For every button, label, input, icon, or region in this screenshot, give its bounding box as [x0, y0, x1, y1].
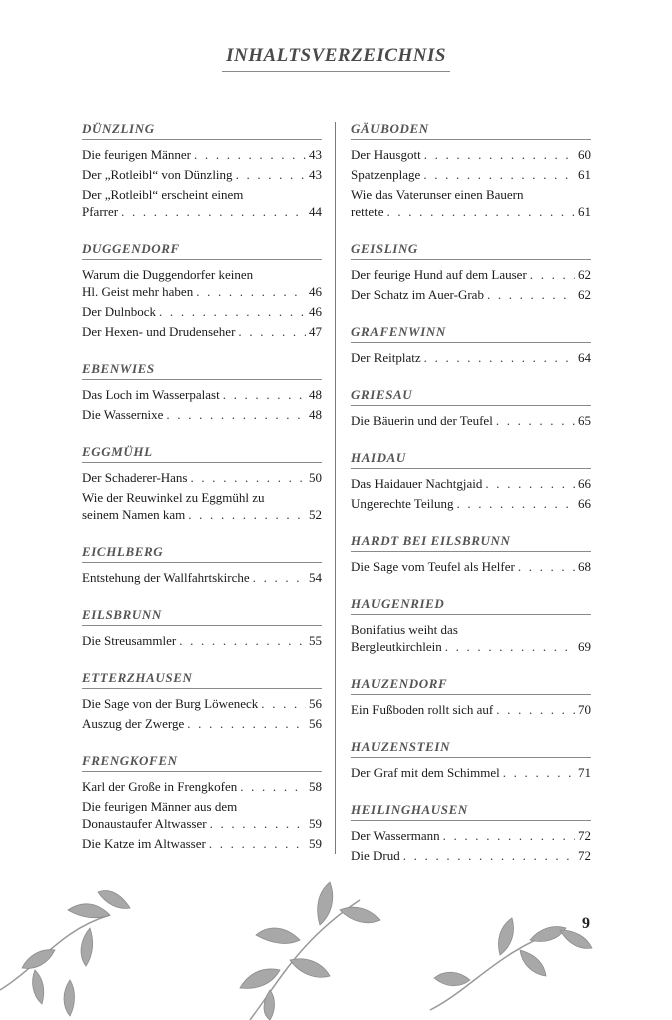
entry-title-line: Spatzenplage	[351, 167, 421, 182]
entry-page-number: 61	[578, 167, 591, 182]
dot-leader	[194, 146, 306, 163]
entry-title-line: Warum die Duggendorfer keinen	[82, 267, 254, 282]
entry-title-line: Der „Rotleibl“ erscheint einem	[82, 187, 244, 202]
section-title: HARDT BEI EILSBRUNN	[351, 532, 591, 552]
section-title: HAUZENDORF	[351, 675, 591, 695]
section-title: GÄUBODEN	[351, 120, 591, 140]
dot-leader	[187, 715, 306, 732]
toc-section-hauzenstein	[351, 738, 591, 781]
page-title	[0, 45, 672, 72]
entry-page-number: 66	[578, 496, 591, 511]
entry-title-line: Der Wassermann	[351, 828, 440, 843]
entry-page-number: 56	[309, 716, 322, 731]
section-title: HAUZENSTEIN	[351, 738, 591, 758]
dot-leader	[209, 835, 306, 852]
dot-leader	[261, 695, 306, 712]
entry-page-number: 69	[578, 639, 591, 654]
entry-page-number: 66	[578, 476, 591, 491]
entry-page-number: 55	[309, 633, 322, 648]
toc-section-hauzendorf	[351, 675, 591, 718]
toc-entry[interactable]	[351, 701, 591, 718]
column-divider	[335, 122, 336, 854]
entry-page-number: 65	[578, 413, 591, 428]
entry-title-line: Der Hausgott	[351, 147, 421, 162]
entry-page-number: 70	[578, 702, 591, 717]
toc-entry[interactable]	[351, 266, 591, 283]
dot-leader	[424, 349, 575, 366]
section-title: EGGMÜHL	[82, 443, 322, 463]
entry-page-number: 72	[578, 828, 591, 843]
toc-entry[interactable]	[351, 475, 591, 492]
dot-leader	[487, 286, 575, 303]
dot-leader	[236, 166, 306, 183]
dot-leader	[443, 827, 575, 844]
toc-entry[interactable]	[82, 266, 322, 300]
dot-leader	[518, 558, 575, 575]
dot-leader	[456, 495, 575, 512]
toc-entry[interactable]	[351, 186, 591, 220]
dot-leader	[238, 323, 306, 340]
toc-entry[interactable]	[82, 303, 322, 320]
toc-entry[interactable]	[351, 412, 591, 429]
toc-entry[interactable]	[82, 386, 322, 403]
entry-title-line: Der Hexen- und Drudenseher	[82, 324, 236, 339]
entry-title-line: Die Sage vom Teufel als Helfer	[351, 559, 515, 574]
entry-title-line: Hl. Geist mehr haben	[82, 284, 194, 299]
entry-page-number: 52	[309, 507, 322, 522]
toc-entry[interactable]	[82, 166, 322, 183]
toc-entry[interactable]	[351, 495, 591, 512]
toc-entry[interactable]	[82, 469, 322, 486]
entry-title-line: Ein Fußboden rollt sich auf	[351, 702, 494, 717]
dot-leader	[485, 475, 575, 492]
entry-title-line: Die Wassernixe	[82, 407, 164, 422]
entry-title-line: Karl der Große in Frengkofen	[82, 779, 238, 794]
entry-title-line: Der Schaderer-Hans	[82, 470, 188, 485]
entry-page-number: 43	[309, 147, 322, 162]
toc-section-eggmuehl	[82, 443, 322, 523]
entry-title-line: Donaustaufer Altwasser	[82, 816, 207, 831]
entry-page-number: 62	[578, 267, 591, 282]
entry-page-number: 56	[309, 696, 322, 711]
entry-title-line: seinem Namen kam	[82, 507, 186, 522]
toc-section-geisling	[351, 240, 591, 303]
section-title: GRAFENWINN	[351, 323, 591, 343]
dot-leader	[530, 266, 575, 283]
entry-title-line: Der Reitplatz	[351, 350, 421, 365]
dot-leader	[496, 412, 575, 429]
toc-entry[interactable]	[82, 186, 322, 220]
dot-leader	[179, 632, 306, 649]
toc-section-heilinghausen	[351, 801, 591, 864]
entry-page-number: 59	[309, 836, 322, 851]
entry-title-line: Der feurige Hund auf dem Lauser	[351, 267, 527, 282]
toc-entry[interactable]	[82, 715, 322, 732]
entry-page-number: 62	[578, 287, 591, 302]
toc-entry[interactable]	[82, 406, 322, 423]
toc-section-eichlberg	[82, 543, 322, 586]
toc-section-gaeuboden	[351, 120, 591, 220]
toc-right-column	[351, 120, 591, 884]
toc-entry[interactable]	[82, 632, 322, 649]
toc-section-grafenwinn	[351, 323, 591, 366]
toc-section-eilsbrunn	[82, 606, 322, 649]
toc-section-duggendorf	[82, 240, 322, 340]
entry-title-line: Pfarrer	[82, 204, 119, 219]
toc-section-frengkofen	[82, 752, 322, 852]
section-title: EILSBRUNN	[82, 606, 322, 626]
entry-page-number: 71	[578, 765, 591, 780]
section-title: DUGGENDORF	[82, 240, 322, 260]
page-number: 9	[582, 915, 590, 932]
section-title: DÜNZLING	[82, 120, 322, 140]
entry-page-number: 48	[309, 407, 322, 422]
entry-title-line: Wie der Reuwinkel zu Eggmühl zu	[82, 490, 265, 505]
entry-title-line: Der „Rotleibl“ von Dünzling	[82, 167, 233, 182]
entry-page-number: 58	[309, 779, 322, 794]
entry-title-line: Auszug der Zwerge	[82, 716, 185, 731]
entry-title-line: Wie das Vaterunser einen Bauern	[351, 187, 524, 202]
section-title: ETTERZHAUSEN	[82, 669, 322, 689]
entry-title-line: Die Katze im Altwasser	[82, 836, 206, 851]
section-title: EICHLBERG	[82, 543, 322, 563]
page-title-text: INHALTSVERZEICHNIS	[222, 45, 450, 72]
dot-leader	[503, 764, 575, 781]
entry-title-line: Der Schatz im Auer-Grab	[351, 287, 484, 302]
dot-leader	[496, 701, 575, 718]
section-title: EBENWIES	[82, 360, 322, 380]
entry-title-line: Die Sage von der Burg Löweneck	[82, 696, 259, 711]
toc-entry[interactable]	[82, 489, 322, 523]
toc-section-duenzling	[82, 120, 322, 220]
entry-title-line: Bonifatius weiht das	[351, 622, 458, 637]
toc-entry[interactable]	[82, 569, 322, 586]
dot-leader	[188, 506, 306, 523]
toc-entry[interactable]	[82, 778, 322, 795]
toc-entry[interactable]	[351, 286, 591, 303]
dot-leader	[159, 303, 306, 320]
entry-page-number: 61	[578, 204, 591, 219]
dot-leader	[253, 569, 306, 586]
section-title: FRENGKOFEN	[82, 752, 322, 772]
dot-leader	[424, 146, 575, 163]
entry-title-line: Die Bäuerin und der Teufel	[351, 413, 493, 428]
entry-page-number: 72	[578, 848, 591, 863]
section-title: GRIESAU	[351, 386, 591, 406]
dot-leader	[210, 815, 306, 832]
entry-title-line: Die Streusammler	[82, 633, 177, 648]
toc-entry[interactable]	[82, 798, 322, 832]
entry-page-number: 54	[309, 570, 322, 585]
toc-entry[interactable]	[351, 349, 591, 366]
dot-leader	[423, 166, 575, 183]
entry-title-line: Das Haidauer Nachtgjaid	[351, 476, 483, 491]
section-title: GEISLING	[351, 240, 591, 260]
toc-entry[interactable]	[82, 323, 322, 340]
dot-leader	[166, 406, 306, 423]
toc-section-griesau	[351, 386, 591, 429]
entry-page-number: 50	[309, 470, 322, 485]
dot-leader	[196, 283, 306, 300]
leaf-vine-illustration	[0, 870, 672, 1020]
entry-title-line: Die Drud	[351, 848, 400, 863]
entry-title-line: Ungerechte Teilung	[351, 496, 454, 511]
entry-title-line: Die feurigen Männer aus dem	[82, 799, 238, 814]
toc-section-hardt-bei-eilsbrunn	[351, 532, 591, 575]
entry-title-line: Entstehung der Wallfahrtskirche	[82, 570, 250, 585]
entry-page-number: 64	[578, 350, 591, 365]
toc-section-haidau	[351, 449, 591, 512]
entry-title-line: Der Dulnbock	[82, 304, 157, 319]
entry-page-number: 68	[578, 559, 591, 574]
entry-page-number: 59	[309, 816, 322, 831]
toc-entry[interactable]	[351, 146, 591, 163]
entry-page-number: 43	[309, 167, 322, 182]
section-title: HEILINGHAUSEN	[351, 801, 591, 821]
toc-entry[interactable]	[351, 621, 591, 655]
entry-page-number: 48	[309, 387, 322, 402]
entry-page-number: 44	[309, 204, 322, 219]
toc-entry[interactable]	[351, 764, 591, 781]
toc-entry[interactable]	[351, 166, 591, 183]
toc-entry[interactable]	[82, 146, 322, 163]
toc-entry[interactable]	[82, 695, 322, 712]
dot-leader	[445, 638, 575, 655]
entry-page-number: 47	[309, 324, 322, 339]
entry-title-line: Der Graf mit dem Schimmel	[351, 765, 500, 780]
dot-leader	[223, 386, 306, 403]
toc-section-etterzhausen	[82, 669, 322, 732]
toc-entry[interactable]	[351, 558, 591, 575]
toc-section-ebenwies	[82, 360, 322, 423]
entry-title-line: Bergleutkirchlein	[351, 639, 442, 654]
entry-title-line: Das Loch im Wasserpalast	[82, 387, 220, 402]
entry-page-number: 46	[309, 284, 322, 299]
toc-section-haugenried	[351, 595, 591, 655]
entry-title-line: Die feurigen Männer	[82, 147, 192, 162]
entry-page-number: 60	[578, 147, 591, 162]
section-title: HAIDAU	[351, 449, 591, 469]
dot-leader	[386, 203, 575, 220]
toc-entry[interactable]	[351, 847, 591, 864]
toc-entry[interactable]	[351, 827, 591, 844]
toc-left-column	[82, 120, 322, 872]
entry-page-number: 46	[309, 304, 322, 319]
dot-leader	[403, 847, 575, 864]
dot-leader	[191, 469, 307, 486]
toc-entry[interactable]	[82, 835, 322, 852]
entry-title-line: rettete	[351, 204, 384, 219]
dot-leader	[240, 778, 306, 795]
dot-leader	[121, 203, 306, 220]
section-title: HAUGENRIED	[351, 595, 591, 615]
